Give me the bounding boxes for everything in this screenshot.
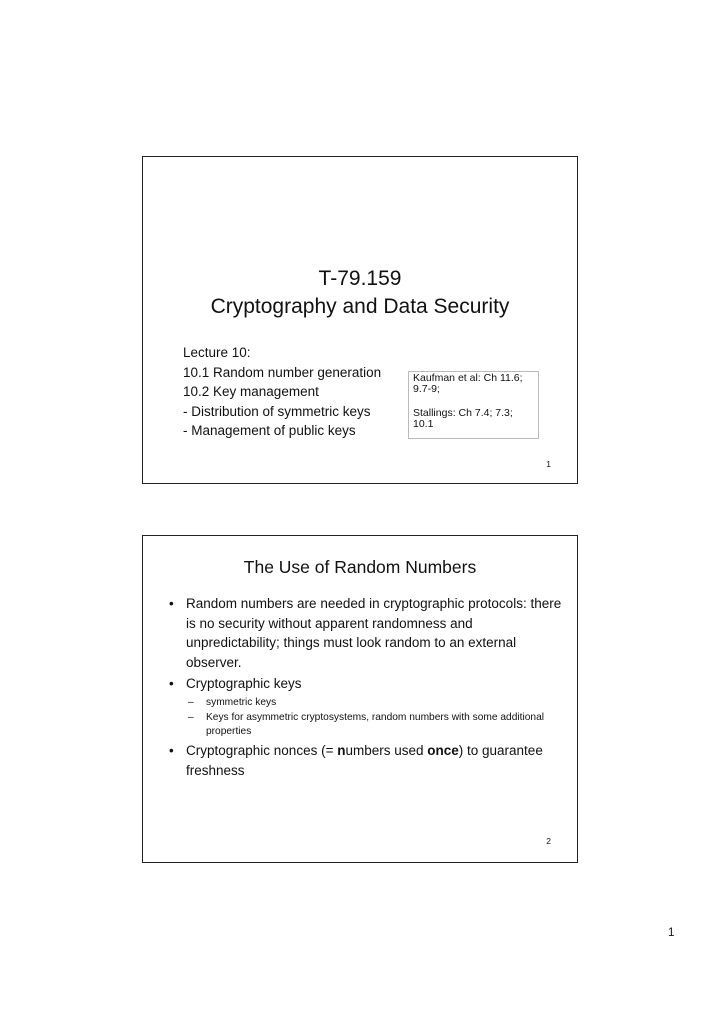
lecture-outline — [183, 343, 381, 441]
bullet-text — [186, 743, 543, 778]
sub-bullet-item — [169, 696, 569, 710]
course-code: T-79.159 — [318, 267, 402, 290]
reference-stallings: Stallings: Ch 7.4; 7.3; 10.1 — [413, 407, 513, 430]
lecture-line: 10.2 Key management — [183, 384, 319, 399]
course-name: Cryptography and Data Security — [210, 295, 510, 318]
sub-bullet-marker: – — [188, 712, 194, 723]
lecture-line: - Management of public keys — [183, 423, 356, 438]
bullet-marker: • — [169, 743, 174, 758]
lecture-line: - Distribution of symmetric keys — [183, 403, 371, 419]
slide-1-title — [143, 265, 577, 321]
slide-number: 1 — [546, 459, 551, 469]
bullet-item — [169, 674, 569, 694]
slide-1 — [142, 156, 578, 484]
nonce-n-bold: n — [337, 743, 346, 758]
sub-bullet-marker: – — [188, 696, 194, 708]
reference-kaufman: Kaufman et al: Ch 11.6; 9.7-9; — [413, 372, 523, 395]
sub-bullet-item — [169, 711, 569, 738]
bullet-list — [169, 594, 569, 782]
slide-2-title: The Use of Random Numbers — [243, 557, 477, 577]
bullet-item — [169, 594, 569, 672]
lecture-line: Lecture 10: — [183, 345, 251, 360]
bullet-item — [169, 741, 569, 780]
bullet-text: Cryptographic keys — [186, 676, 302, 691]
lecture-line: 10.1 Random number generation — [183, 364, 382, 380]
nonce-prefix: Cryptographic nonces (= — [186, 743, 338, 758]
slide-number: 2 — [546, 836, 551, 846]
sub-bullet-list — [169, 696, 569, 739]
bullet-text: Random numbers are needed in cryptographic protocols: there is no security without apparent randomness and unpredictability; things must look random to an external observer. — [186, 596, 562, 670]
page-number: 1 — [668, 927, 675, 939]
reference-box — [408, 371, 539, 439]
bullet-marker: • — [169, 676, 174, 691]
sub-bullet-text: symmetric keys — [206, 696, 277, 708]
nonce-once-bold: once — [427, 743, 459, 758]
nonce-middle: umbers used — [345, 743, 428, 758]
nonce-suffix: ) to guarantee freshness — [186, 743, 543, 778]
slide-2 — [142, 535, 578, 863]
sub-bullet-text: Keys for asymmetric cryptosystems, random numbers with some additional properties — [206, 712, 545, 737]
bullet-marker: • — [169, 596, 174, 611]
